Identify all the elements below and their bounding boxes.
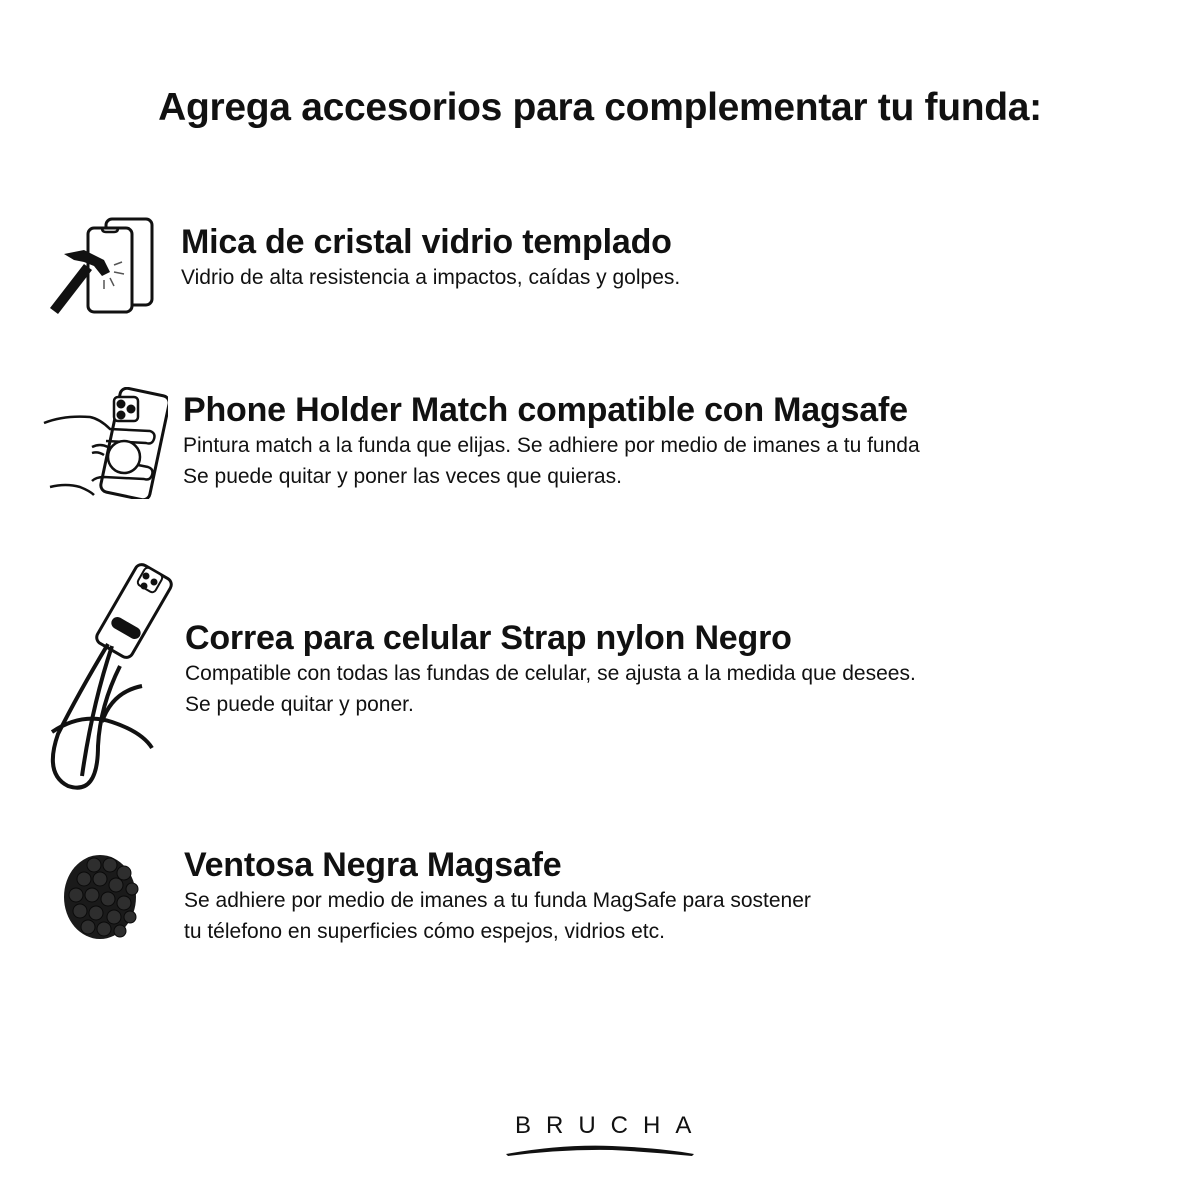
brush-stroke-icon: [502, 1142, 698, 1158]
accessory-description: Vidrio de alta resistencia a impactos, caídas y golpes.: [181, 266, 681, 289]
accessory-description: tu télefono en superficies cómo espejos, vidrios etc.: [184, 920, 665, 943]
accessory-title: Correa para celular Strap nylon Negro: [185, 619, 792, 657]
phone-strap-icon: [32, 562, 188, 792]
tempered-glass-hammer-icon: [44, 214, 156, 318]
hand-phone-holder-icon: [42, 387, 168, 499]
accessory-phone-holder: [0, 385, 1200, 500]
accessory-suction-cup: [0, 845, 1200, 950]
accessory-title: Ventosa Negra Magsafe: [184, 846, 562, 884]
brand-logo: [500, 1112, 707, 1158]
accessory-description: Se puede quitar y poner.: [185, 693, 414, 716]
page-title: Agrega accesorios para complementar tu funda:: [158, 86, 1042, 129]
accessory-description: Pintura match a la funda que elijas. Se adhiere por medio de imanes a tu funda: [183, 434, 920, 457]
accessory-description: Se puede quitar y poner las veces que quieras.: [183, 465, 622, 488]
accessory-phone-strap: [0, 560, 1200, 795]
suction-cup-icon: [58, 851, 146, 941]
accessory-description: Compatible con todas las fundas de celular, se ajusta a la medida que desees.: [185, 662, 916, 685]
accessory-tempered-glass: [0, 210, 1200, 320]
accessory-title: Phone Holder Match compatible con Magsafe: [183, 391, 908, 429]
brand-name: BRUCHA: [515, 1112, 707, 1139]
accessory-title: Mica de cristal vidrio templado: [181, 223, 672, 261]
accessory-description: Se adhiere por medio de imanes a tu funda MagSafe para sostener: [184, 889, 811, 912]
